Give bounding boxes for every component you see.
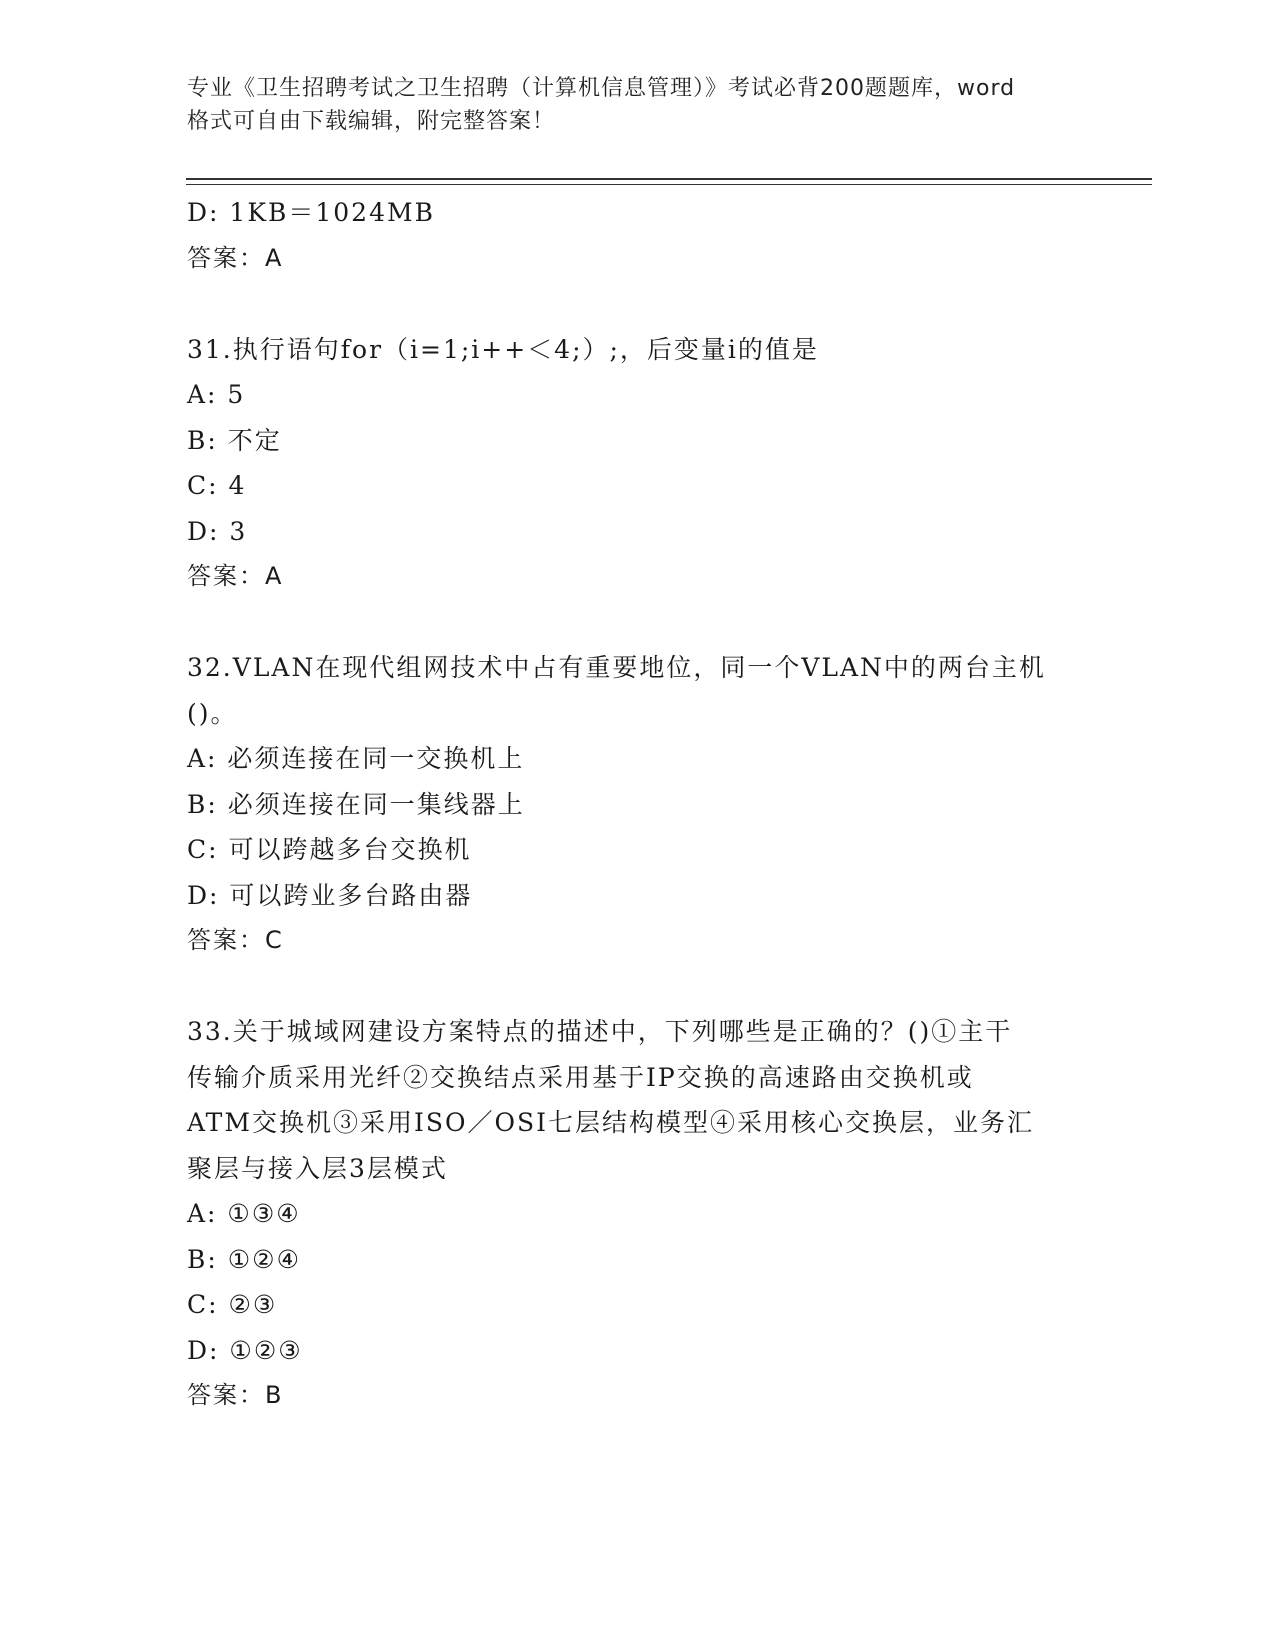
question-stem-line: 聚层与接入层3层模式	[187, 1153, 448, 1183]
header-title-line-1: 专业《卫生招聘考试之卫生招聘（计算机信息管理）》考试必背200题题库，word	[187, 76, 1016, 101]
answer-line: 答案：B	[187, 1381, 284, 1409]
spacer	[187, 964, 1087, 1010]
question-list	[187, 190, 1087, 1419]
answer-line: 答案：A	[187, 562, 284, 590]
option-a: A: 5	[187, 380, 246, 409]
question-32	[187, 645, 1087, 964]
document-header	[187, 72, 1087, 138]
option-d: D: ①②③	[187, 1335, 303, 1365]
option-a: A: 必须连接在同一交换机上	[187, 744, 525, 773]
question-stem-line: ATM交换机③采用ISO／OSI七层结构模型④采用核心交换层，业务汇	[187, 1108, 1034, 1137]
option-b: B: 必须连接在同一集线器上	[187, 789, 525, 819]
option-d: D: 可以跨业多台路由器	[187, 880, 473, 910]
question-stem-line: 33.关于城域网建设方案特点的描述中，下列哪些是正确的？()①主干	[187, 1017, 1013, 1046]
option-b: B: 不定	[187, 425, 282, 455]
spacer	[187, 600, 1087, 646]
header-title-line-2: 格式可自由下载编辑，附完整答案！	[187, 109, 556, 134]
option-c: C: ②③	[187, 1290, 278, 1319]
option-d: D: 3	[187, 516, 248, 546]
answer-line: 答案：A	[187, 243, 284, 272]
question-stem-line: 传输介质采用光纤②交换结点采用基于IP交换的高速路由交换机或	[187, 1062, 974, 1092]
question-stem-line: ()。	[187, 698, 238, 728]
spacer	[187, 281, 1087, 327]
previous-question-tail	[187, 190, 1087, 281]
option-d: D: 1KB＝1024MB	[187, 198, 435, 227]
option-a: A: ①③④	[187, 1199, 301, 1228]
question-33	[187, 1009, 1087, 1419]
question-stem-line: 31.执行语句for（i=1;i++＜4;）;，后变量i的值是	[187, 334, 819, 364]
option-b: B: ①②④	[187, 1244, 301, 1274]
option-c: C: 4	[187, 471, 247, 500]
question-stem-line: 32.VLAN在现代组网技术中占有重要地位，同一个VLAN中的两台主机	[187, 653, 1046, 682]
option-c: C: 可以跨越多台交换机	[187, 835, 472, 864]
header-divider-thick	[186, 178, 1152, 180]
header-divider-thin	[186, 184, 1152, 185]
question-31	[187, 327, 1087, 600]
answer-line: 答案：C	[187, 926, 284, 954]
